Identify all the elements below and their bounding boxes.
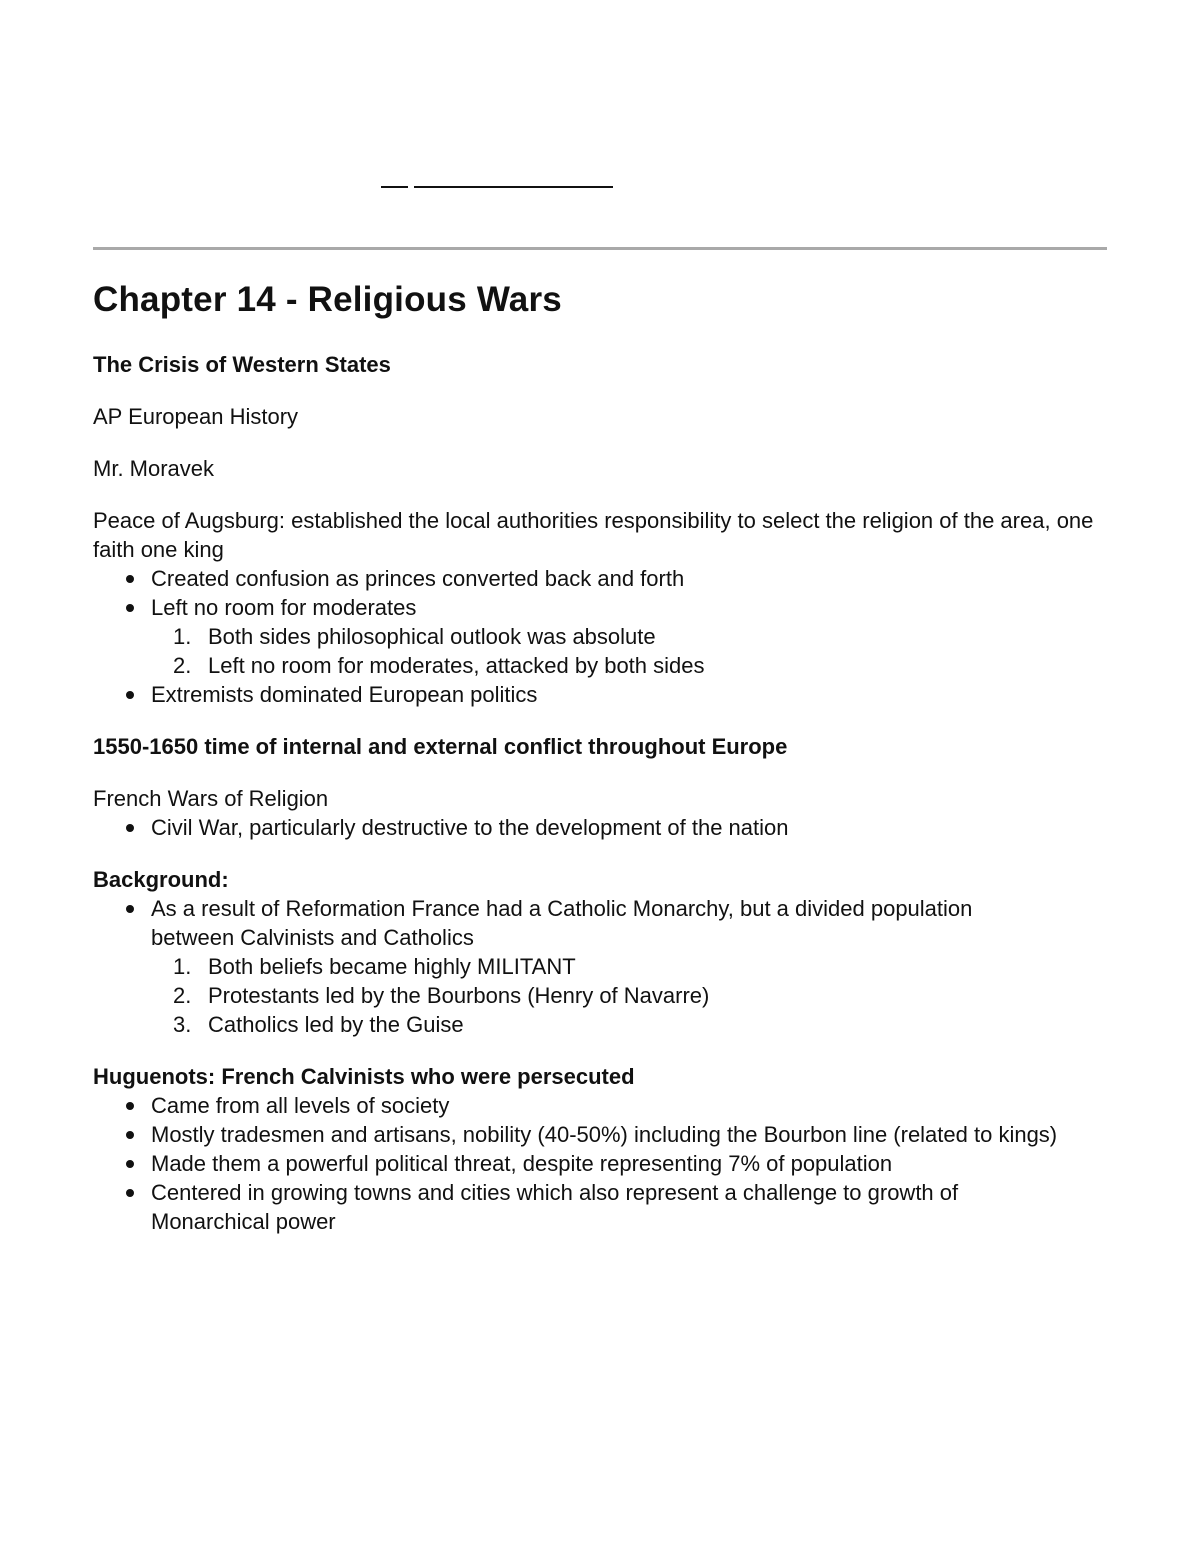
augsburg-bullet-list-2 xyxy=(93,680,1113,709)
teacher-name: Mr. Moravek xyxy=(93,456,215,481)
background-heading: Background: xyxy=(93,867,229,892)
french-wars-heading: French Wars of Religion xyxy=(93,786,329,811)
list-item: 1. Both beliefs became highly MILITANT xyxy=(173,954,576,979)
bullet-icon xyxy=(126,691,134,699)
bullet-icon xyxy=(126,1189,134,1197)
bullet-icon xyxy=(126,1160,134,1168)
huguenots-bullet-list xyxy=(93,1091,1113,1236)
list-item: Mostly tradesmen and artisans, nobility (40-50%) including the Bourbon line (related to kings) xyxy=(93,1120,1113,1149)
document-subtitle: The Crisis of Western States xyxy=(93,352,391,377)
list-item: Came from all levels of society xyxy=(93,1091,1113,1120)
document-title: Chapter 14 - Religious Wars xyxy=(93,280,562,319)
header-underline-short xyxy=(381,186,408,188)
list-item: 2. Protestants led by the Bourbons (Henry of Navarre) xyxy=(173,983,710,1008)
bullet-icon xyxy=(126,824,134,832)
era-heading: 1550-1650 time of internal and external conflict throughout Europe xyxy=(93,734,788,759)
bullet-icon xyxy=(126,604,134,612)
augsburg-numbered-list xyxy=(93,622,1113,680)
bullet-icon xyxy=(126,1131,134,1139)
bullet-icon xyxy=(126,575,134,583)
augsburg-bullet-list xyxy=(93,564,1113,622)
list-item: 3. Catholics led by the Guise xyxy=(173,1012,464,1037)
augsburg-paragraph: Peace of Augsburg: established the local authorities responsibility to select the religion of the area, one faith one king xyxy=(93,508,1094,562)
list-item: As a result of Reformation France had a Catholic Monarchy, but a divided population between Calvinists and Catholics xyxy=(93,894,1113,952)
french-wars-bullet-list xyxy=(93,813,1113,842)
list-item: Made them a powerful political threat, despite representing 7% of population xyxy=(93,1149,1113,1178)
bullet-icon xyxy=(126,1102,134,1110)
background-numbered-list xyxy=(93,952,1113,1039)
list-item: Left no room for moderates xyxy=(93,593,1113,622)
list-item: 1. Both sides philosophical outlook was absolute xyxy=(173,624,656,649)
bullet-icon xyxy=(126,905,134,913)
list-item: 2. Left no room for moderates, attacked by both sides xyxy=(173,653,705,678)
horizontal-divider xyxy=(93,247,1107,250)
list-item: Created confusion as princes converted back and forth xyxy=(93,564,1113,593)
header-underline-long xyxy=(414,186,613,188)
list-item: Centered in growing towns and cities which also represent a challenge to growth of Monarchical power xyxy=(93,1178,1113,1236)
document-body xyxy=(93,280,1113,1236)
huguenots-heading: Huguenots: French Calvinists who were persecuted xyxy=(93,1064,635,1089)
list-item: Civil War, particularly destructive to the development of the nation xyxy=(93,813,1113,842)
background-bullet-list xyxy=(93,894,1113,952)
list-item: Extremists dominated European politics xyxy=(93,680,1113,709)
course-name: AP European History xyxy=(93,404,299,429)
